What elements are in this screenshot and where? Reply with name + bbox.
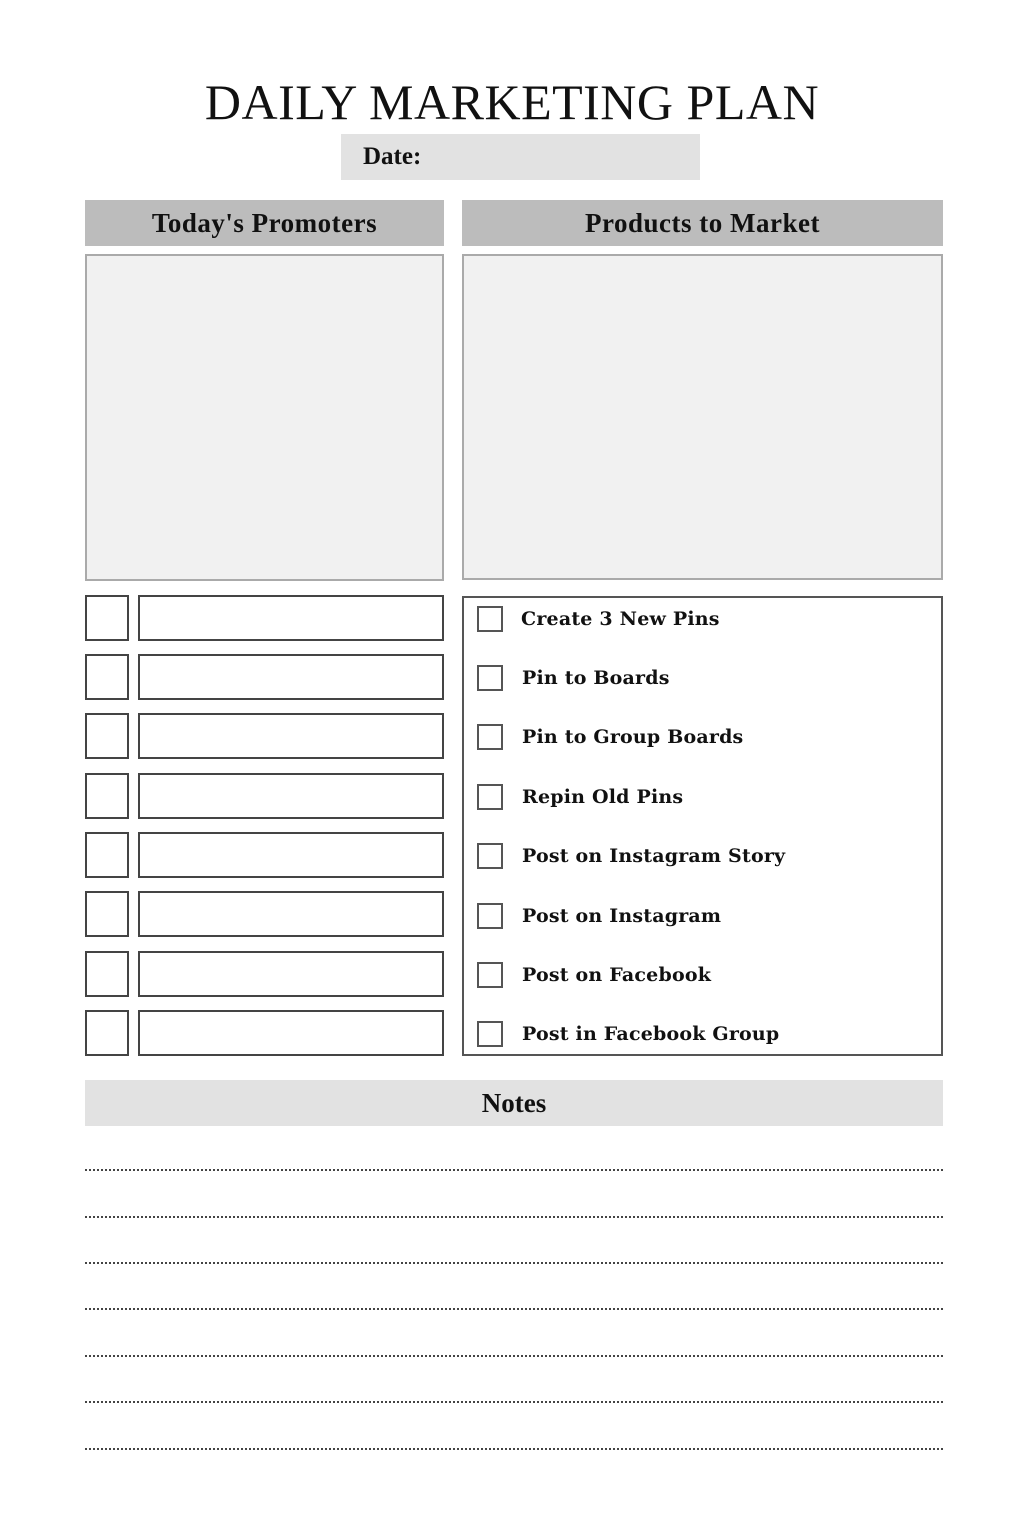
notes-line[interactable] xyxy=(85,1216,943,1218)
notes-line[interactable] xyxy=(85,1401,943,1403)
task-item[interactable] xyxy=(477,665,917,691)
date-field[interactable] xyxy=(341,134,700,180)
task-label: Pin to Boards xyxy=(522,667,670,689)
notes-line[interactable] xyxy=(85,1355,943,1357)
task-checkbox[interactable] xyxy=(477,606,503,632)
task-item[interactable] xyxy=(477,606,917,632)
task-checkbox[interactable] xyxy=(477,784,503,810)
promoters-panel[interactable] xyxy=(85,254,444,581)
products-header: Products to Market xyxy=(462,200,943,246)
task-item[interactable] xyxy=(477,843,917,869)
task-item[interactable] xyxy=(477,724,917,750)
promoter-row xyxy=(85,654,444,700)
promoter-checkbox[interactable] xyxy=(85,1010,129,1056)
task-label: Post on Facebook xyxy=(522,964,712,986)
task-item[interactable] xyxy=(477,903,917,929)
task-item[interactable] xyxy=(477,962,917,988)
task-checkbox[interactable] xyxy=(477,665,503,691)
task-item[interactable] xyxy=(477,1021,917,1047)
promoter-input[interactable] xyxy=(138,773,444,819)
date-label: Date: xyxy=(363,143,422,170)
notes-line[interactable] xyxy=(85,1448,943,1450)
promoter-checkbox[interactable] xyxy=(85,595,129,641)
task-checkbox[interactable] xyxy=(477,1021,503,1047)
promoter-checkbox[interactable] xyxy=(85,713,129,759)
promoter-row xyxy=(85,713,444,759)
notes-line[interactable] xyxy=(85,1169,943,1171)
promoter-checkbox[interactable] xyxy=(85,654,129,700)
promoter-input[interactable] xyxy=(138,1010,444,1056)
promoter-checkbox[interactable] xyxy=(85,951,129,997)
task-item[interactable] xyxy=(477,784,917,810)
promoter-input[interactable] xyxy=(138,832,444,878)
products-panel[interactable] xyxy=(462,254,943,580)
task-label: Create 3 New Pins xyxy=(521,608,720,630)
promoter-row xyxy=(85,951,444,997)
notes-header: Notes xyxy=(85,1080,943,1126)
task-label: Post on Instagram Story xyxy=(522,845,786,867)
task-label: Repin Old Pins xyxy=(522,786,684,808)
notes-line[interactable] xyxy=(85,1308,943,1310)
task-checkbox[interactable] xyxy=(477,962,503,988)
notes-line[interactable] xyxy=(85,1262,943,1264)
promoter-input[interactable] xyxy=(138,951,444,997)
promoter-row xyxy=(85,1010,444,1056)
task-label: Post on Instagram xyxy=(522,905,722,927)
task-label: Pin to Group Boards xyxy=(522,726,744,748)
task-checkbox[interactable] xyxy=(477,724,503,750)
task-checkbox[interactable] xyxy=(477,903,503,929)
promoter-row xyxy=(85,832,444,878)
promoter-row xyxy=(85,595,444,641)
promoter-input[interactable] xyxy=(138,654,444,700)
task-label: Post in Facebook Group xyxy=(522,1023,780,1045)
promoter-input[interactable] xyxy=(138,595,444,641)
task-checklist xyxy=(462,596,943,1056)
promoter-input[interactable] xyxy=(138,891,444,937)
promoter-checkbox[interactable] xyxy=(85,832,129,878)
page-title: DAILY MARKETING PLAN xyxy=(204,74,820,130)
promoter-checkbox[interactable] xyxy=(85,773,129,819)
promoter-checkbox[interactable] xyxy=(85,891,129,937)
promoter-input[interactable] xyxy=(138,713,444,759)
task-checkbox[interactable] xyxy=(477,843,503,869)
promoter-row xyxy=(85,773,444,819)
promoters-header: Today's Promoters xyxy=(85,200,444,246)
promoter-row xyxy=(85,891,444,937)
